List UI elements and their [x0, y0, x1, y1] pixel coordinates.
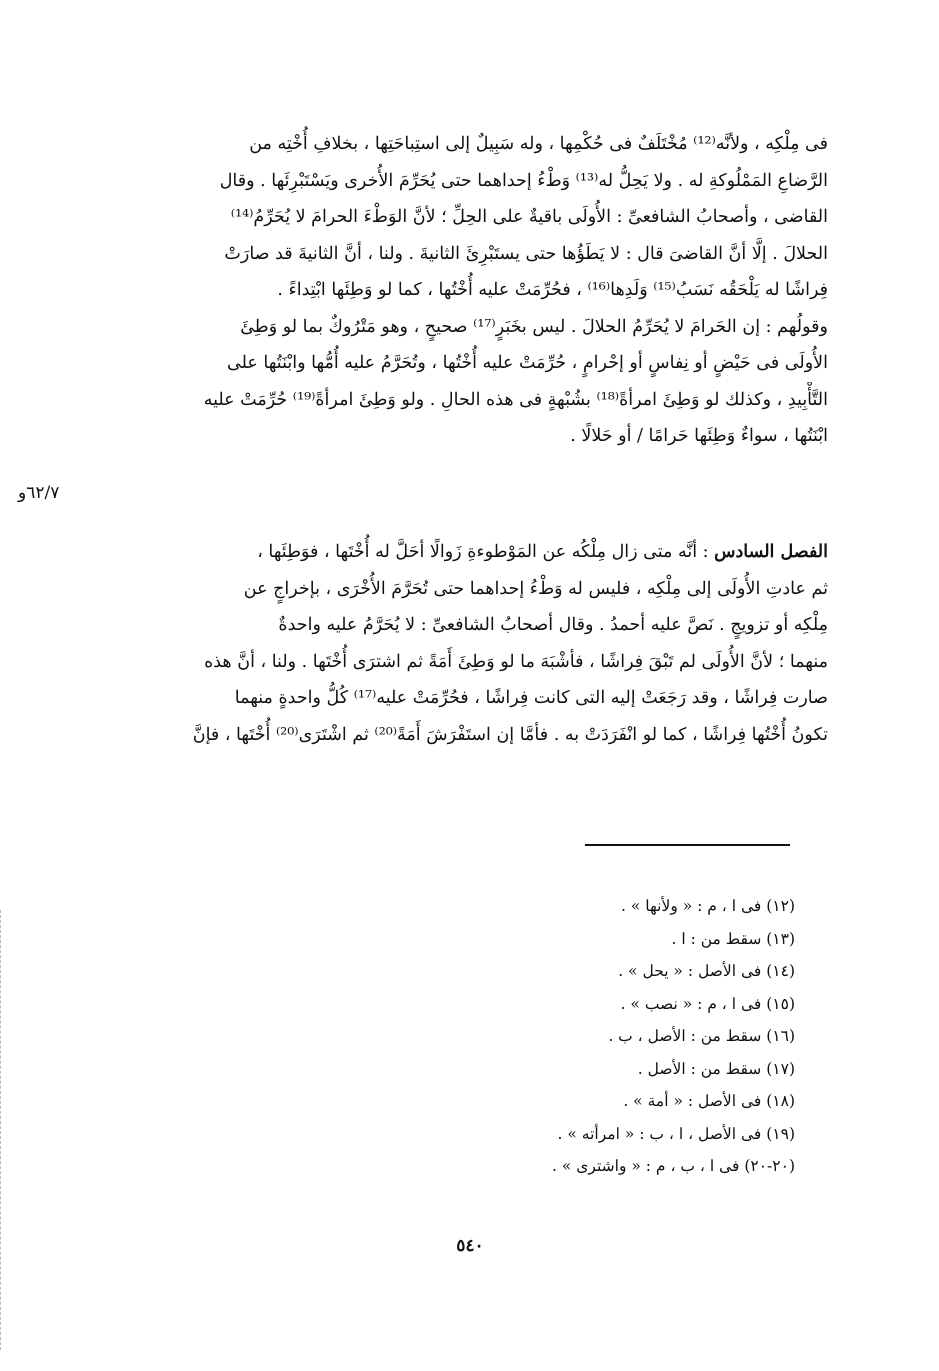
footnotes-list — [295, 890, 795, 1183]
text-line: الرَّضاعِ المَمْلُوكةِ له . ولا يَحِلُّ له⁽¹³⁾ وَطْءُ إحداهما حتى يُحَرِّمَ الأُخرى ويَسْتَبْرِئَها . وقال — [219, 170, 828, 191]
section-heading: الفصل السادس — [714, 542, 828, 562]
footnote: (١٨) فى الأصل : « أمة » . — [623, 1092, 795, 1110]
text-line: ثم عادتِ الأُولَى إلى مِلْكِه ، فليس له وَطْءُ إحداهما حتى تُحَرَّمَ الأُخْرَى ، بإخراجٍ عن — [243, 578, 828, 599]
folio-margin-note: ٦٢/٧و — [18, 483, 60, 503]
text-line: ابْنَتُها ، سواءٌ وَطِئَها حَرامًا / أو حَلالًا . — [570, 426, 828, 446]
footnote: (١٦) سقط من : الأصل ، ب . — [608, 1027, 795, 1045]
text-line: التَّأْبِيدِ ، وكذلك لو وَطِئَ امرأةً⁽¹⁸⁾ بشُبْهةٍ فى هذه الحالِ . ولو وَطِئَ امرأةً⁽¹⁹⁾ حُرِّمَتْ عليه — [203, 389, 828, 410]
footnote: (١٣) سقط من : ا . — [671, 929, 795, 948]
text-line: منهما ؛ لأنَّ الأُولَى لم تَبْقَ فِراشًا ، فأشْبَهَ ما لو وَطِئَ أَمَةً ثم اشترَى أُخْتَها . ولنا ، أنَّ هذه — [204, 651, 828, 672]
footnote-divider — [585, 844, 790, 846]
paragraph-1 — [104, 126, 828, 455]
text-line — [104, 534, 828, 571]
text-line: صارت فِراشًا ، وقد رَجَعَتْ إليه التى كانت فِراشًا ، فحُرِّمَتْ عليه⁽¹⁷⁾ كُلُّ واحدةٍ منهما — [234, 688, 828, 708]
footnote: (١٤) فى الأصل : « يحل » . — [618, 962, 795, 980]
paragraph-2 — [104, 534, 828, 753]
scan-edge-marks — [0, 910, 7, 1350]
footnote: (١٥) فى ا ، م : « نصب » . — [620, 994, 795, 1013]
section-first-line: : أنَّه متى زال مِلْكُه عن المَوْطوءةِ زَوالًا أحَلَّ له أُخْتَها ، فوَطِئَها ، — [257, 542, 709, 562]
text-line: القاضى ، وأصحابُ الشافعىِّ : الأُولَى باقيةٌ على الحِلِّ ؛ لأنَّ الوَطْءَ الحرامَ لا يُحَرِّمُ⁽¹⁴⁾ — [230, 207, 828, 227]
text-line: مِلْكِه أو تزويجٍ . نَصَّ عليه أحمدُ . وقال أصحابُ الشافعىِّ : لا يُحَرَّمُ عليه واحدةٌ — [278, 615, 828, 635]
text-line: تكونُ أُخْتُها فِراشًا ، كما لو انْفَرَدَتْ به . فأمَّا إن استَفْرَشَ أَمَةً⁽²⁰⁾ ثم اشْتَرَى⁽²⁰⁾ أُخْتَها ، فإنَّ — [192, 724, 828, 745]
text-line: الحلالَ . إلَّا أنَّ القاضىَ قال : لا يَطَؤُها حتى يستَبْرِئَ الثانيةَ . ولنا ، أنَّ الثانيةَ قد صارَتْ — [224, 243, 828, 264]
text-line: فِراشًا له يَلْحَقُه نَسَبُ⁽¹⁵⁾ وَلَدِها⁽¹⁶⁾ ، فحُرِّمَتْ عليه أُخْتُها ، كما لو وَطِئَها ابْتِداءً . — [277, 280, 828, 300]
footnote: (١٩) فى الأصل ، ا ، ب : « امرأته » . — [557, 1124, 795, 1143]
text-line: فى مِلْكِه ، ولأنَّه⁽¹²⁾ مُخْتَلَفٌ فى حُكْمِها ، وله سَبِيلٌ إلى استِباحَتِها ، بخلافِ أُخْتِه من — [249, 134, 828, 154]
footnote: (٢٠-٢٠) فى ا ، ب ، م : « واشترى » . — [552, 1157, 795, 1175]
text-line: الأُولَى فى حَيْضٍ أو نِفاسٍ أو إحْرامٍ ، حُرِّمَتْ عليه أُخْتُها ، وتُحَرَّمُ عليه أُمُّها وابْنَتُها على — [227, 353, 828, 373]
footnote: (١٧) سقط من : الأصل . — [637, 1059, 795, 1078]
page-number: ٥٤٠ — [456, 1236, 484, 1256]
footnote: (١٢) فى ا ، م : « ولأنها » . — [621, 897, 795, 915]
text-line: وقولُهم : إن الحَرامَ لا يُحَرِّمُ الحلالَ . ليس بخَبَرٍ⁽¹⁷⁾ صحيحٍ ، وهو مَتْرُوكٌ بما لو وَطِئَ — [240, 316, 828, 337]
